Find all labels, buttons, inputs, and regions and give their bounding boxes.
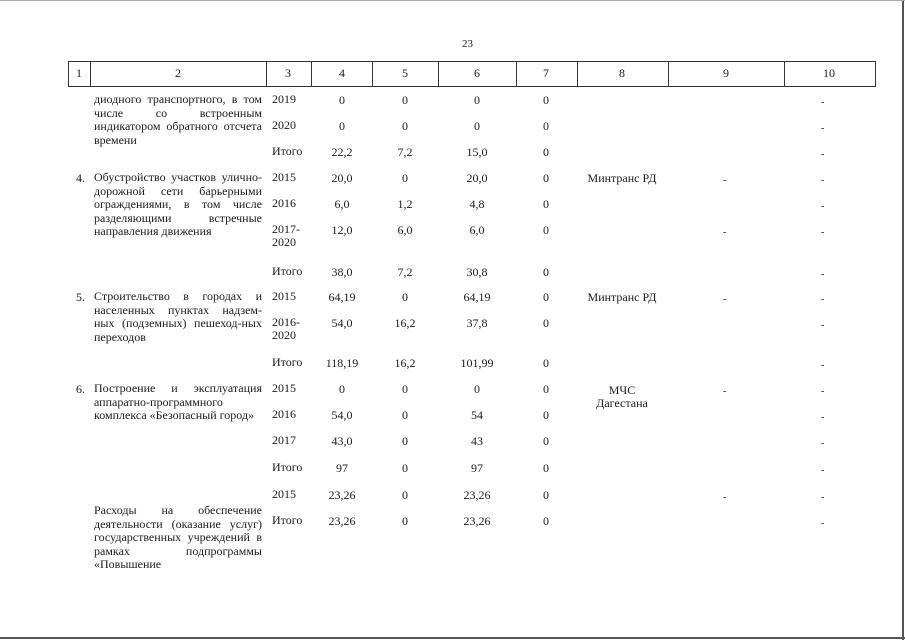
cell-c5: 0	[402, 461, 408, 475]
cell-c7: 0	[543, 514, 549, 528]
item-number: 4.	[76, 171, 85, 185]
cell-c4: 118,19	[325, 356, 359, 370]
cell-c7: 0	[543, 290, 549, 304]
header-col-4: 4	[339, 66, 345, 80]
cell-c7: 0	[543, 356, 549, 370]
cell-c7: 0	[543, 382, 549, 396]
cell-c6: 23,26	[463, 488, 491, 502]
cell-c7: 0	[543, 434, 549, 448]
row-year: 2015	[272, 170, 296, 184]
page-number: 23	[462, 38, 473, 50]
row-year: 2016	[272, 196, 296, 210]
cell-c4: 0	[339, 93, 345, 107]
cell-c6: 43	[471, 434, 483, 448]
row-year: Итого	[272, 144, 303, 158]
cell-c10: -	[821, 320, 825, 331]
cell-c5: 0	[402, 382, 408, 396]
table-top-border	[68, 61, 876, 62]
column-divider-3	[311, 61, 312, 87]
cell-c4: 23,26	[328, 488, 356, 502]
row-year: 2020	[272, 118, 296, 132]
cell-c10: -	[821, 97, 825, 108]
column-divider-7	[577, 61, 578, 87]
cell-c4: 0	[339, 119, 345, 133]
cell-c10: -	[821, 227, 825, 238]
item-description: Обустройство участков улично-дорожной сети барьерными ограждениями, в том числе разделяющими встречные направления движения	[94, 170, 262, 238]
cell-c4: 23,26	[328, 514, 356, 528]
cell-c6: 0	[474, 119, 480, 133]
item-number: 6.	[76, 382, 85, 396]
cell-c10: -	[821, 149, 825, 160]
column-divider-9	[784, 61, 785, 87]
cell-c4: 20,0	[331, 171, 353, 185]
cell-c5: 0	[402, 93, 408, 107]
cell-c5: 7,2	[397, 265, 413, 279]
item-description: Строительство в городах и населенных пунктах надзем-ных (подземных) пешеход-ных переходов	[94, 289, 262, 344]
item-number: 5.	[76, 290, 85, 304]
header-col-5: 5	[402, 66, 408, 80]
cell-c4: 6,0	[334, 197, 350, 211]
row-year: Итого	[272, 355, 303, 369]
header-col-6: 6	[474, 66, 480, 80]
cell-c6: 0	[474, 93, 480, 107]
header-col-1: 1	[76, 66, 82, 80]
scan-edge-right	[902, 0, 904, 640]
cell-c10: -	[821, 438, 825, 449]
column-divider-8	[668, 61, 669, 87]
cell-c6: 30,8	[466, 265, 488, 279]
cell-c7: 0	[543, 488, 549, 502]
cell-c6: 4,8	[469, 197, 485, 211]
cell-c10: -	[821, 201, 825, 212]
cell-c7: 0	[543, 119, 549, 133]
column-divider-2	[266, 61, 267, 87]
cell-c4: 43,0	[331, 434, 353, 448]
cell-c5: 0	[402, 290, 408, 304]
cell-c10: -	[821, 386, 825, 397]
cell-c6: 54	[471, 408, 483, 422]
cell-c10: -	[821, 412, 825, 423]
cell-c7: 0	[543, 461, 549, 475]
cell-c4: 38,0	[331, 265, 353, 279]
cell-c5: 1,2	[397, 197, 413, 211]
cell-c5: 0	[402, 119, 408, 133]
responsible-agency: Минтранс РД	[587, 171, 657, 185]
cell-c4: 22,2	[331, 145, 353, 159]
cell-c6: 20,0	[466, 171, 488, 185]
cell-c6: 97	[471, 461, 483, 475]
cell-c5: 0	[402, 408, 408, 422]
cell-c4: 97	[336, 461, 348, 475]
cell-c7: 0	[543, 93, 549, 107]
cell-c10: -	[821, 465, 825, 476]
row-year: Итого	[272, 460, 303, 474]
table-right-border	[875, 61, 876, 87]
cell-c10: -	[821, 492, 825, 503]
row-year: 2016	[272, 407, 296, 421]
scan-edge-top	[0, 0, 905, 1]
cell-c7: 0	[543, 265, 549, 279]
item-description: Расходы на обеспечение деятельности (оказание услуг) государственных учреждений в рамках подпрограммы «Повышение	[94, 503, 262, 571]
cell-c7: 0	[543, 316, 549, 330]
cell-c5: 16,2	[394, 316, 416, 330]
cell-c9: -	[723, 227, 727, 238]
cell-c6: 15,0	[466, 145, 488, 159]
cell-c6: 23,26	[463, 514, 491, 528]
row-year: 2019	[272, 92, 296, 106]
cell-c7: 0	[543, 171, 549, 185]
cell-c7: 0	[543, 223, 549, 237]
cell-c5: 6,0	[397, 223, 413, 237]
header-col-10: 10	[823, 66, 835, 80]
cell-c6: 6,0	[469, 223, 485, 237]
row-year: 2017	[272, 433, 296, 447]
row-year: Итого	[272, 513, 303, 527]
cell-c6: 37,8	[466, 316, 488, 330]
row-year: Итого	[272, 264, 303, 278]
cell-c10: -	[821, 175, 825, 186]
cell-c4: 64,19	[328, 290, 356, 304]
header-col-3: 3	[285, 66, 291, 80]
row-year: 2015	[272, 487, 296, 501]
responsible-agency: МЧС Дагестана	[596, 383, 648, 410]
cell-c7: 0	[543, 145, 549, 159]
scan-edge-bottom	[0, 637, 905, 639]
cell-c5: 0	[402, 488, 408, 502]
column-divider-6	[516, 61, 517, 87]
cell-c6: 101,99	[460, 356, 494, 370]
table-header-bottom-border	[68, 86, 876, 87]
cell-c4: 0	[339, 382, 345, 396]
cell-c9: -	[723, 175, 727, 186]
item-description: Построение и эксплуатация аппаратно-программного комплекса «Безопасный город»	[94, 381, 262, 422]
cell-c10: -	[821, 269, 825, 280]
column-divider-4	[372, 61, 373, 87]
header-col-8: 8	[619, 66, 625, 80]
row-year: 2015	[272, 289, 296, 303]
cell-c5: 0	[402, 434, 408, 448]
cell-c5: 0	[402, 514, 408, 528]
cell-c9: -	[723, 294, 727, 305]
header-col-7: 7	[543, 66, 549, 80]
cell-c10: -	[821, 123, 825, 134]
header-col-9: 9	[723, 66, 729, 80]
cell-c9: -	[723, 492, 727, 503]
cell-c5: 0	[402, 171, 408, 185]
item-description: диодного транспортного, в том числе со встроенным индикатором обратного отсчета времени	[94, 92, 262, 147]
header-col-2: 2	[175, 66, 181, 80]
cell-c9: -	[723, 386, 727, 397]
cell-c4: 54,0	[331, 316, 353, 330]
cell-c10: -	[821, 360, 825, 371]
cell-c7: 0	[543, 408, 549, 422]
cell-c5: 7,2	[397, 145, 413, 159]
row-year: 2016- 2020	[272, 315, 300, 342]
cell-c4: 54,0	[331, 408, 353, 422]
cell-c10: -	[821, 294, 825, 305]
row-year: 2017- 2020	[272, 222, 300, 249]
cell-c6: 64,19	[463, 290, 491, 304]
cell-c10: -	[821, 518, 825, 529]
row-year: 2015	[272, 381, 296, 395]
cell-c4: 12,0	[331, 223, 353, 237]
column-divider-5	[438, 61, 439, 87]
cell-c6: 0	[474, 382, 480, 396]
cell-c5: 16,2	[394, 356, 416, 370]
responsible-agency: Минтранс РД	[587, 290, 657, 304]
cell-c7: 0	[543, 197, 549, 211]
